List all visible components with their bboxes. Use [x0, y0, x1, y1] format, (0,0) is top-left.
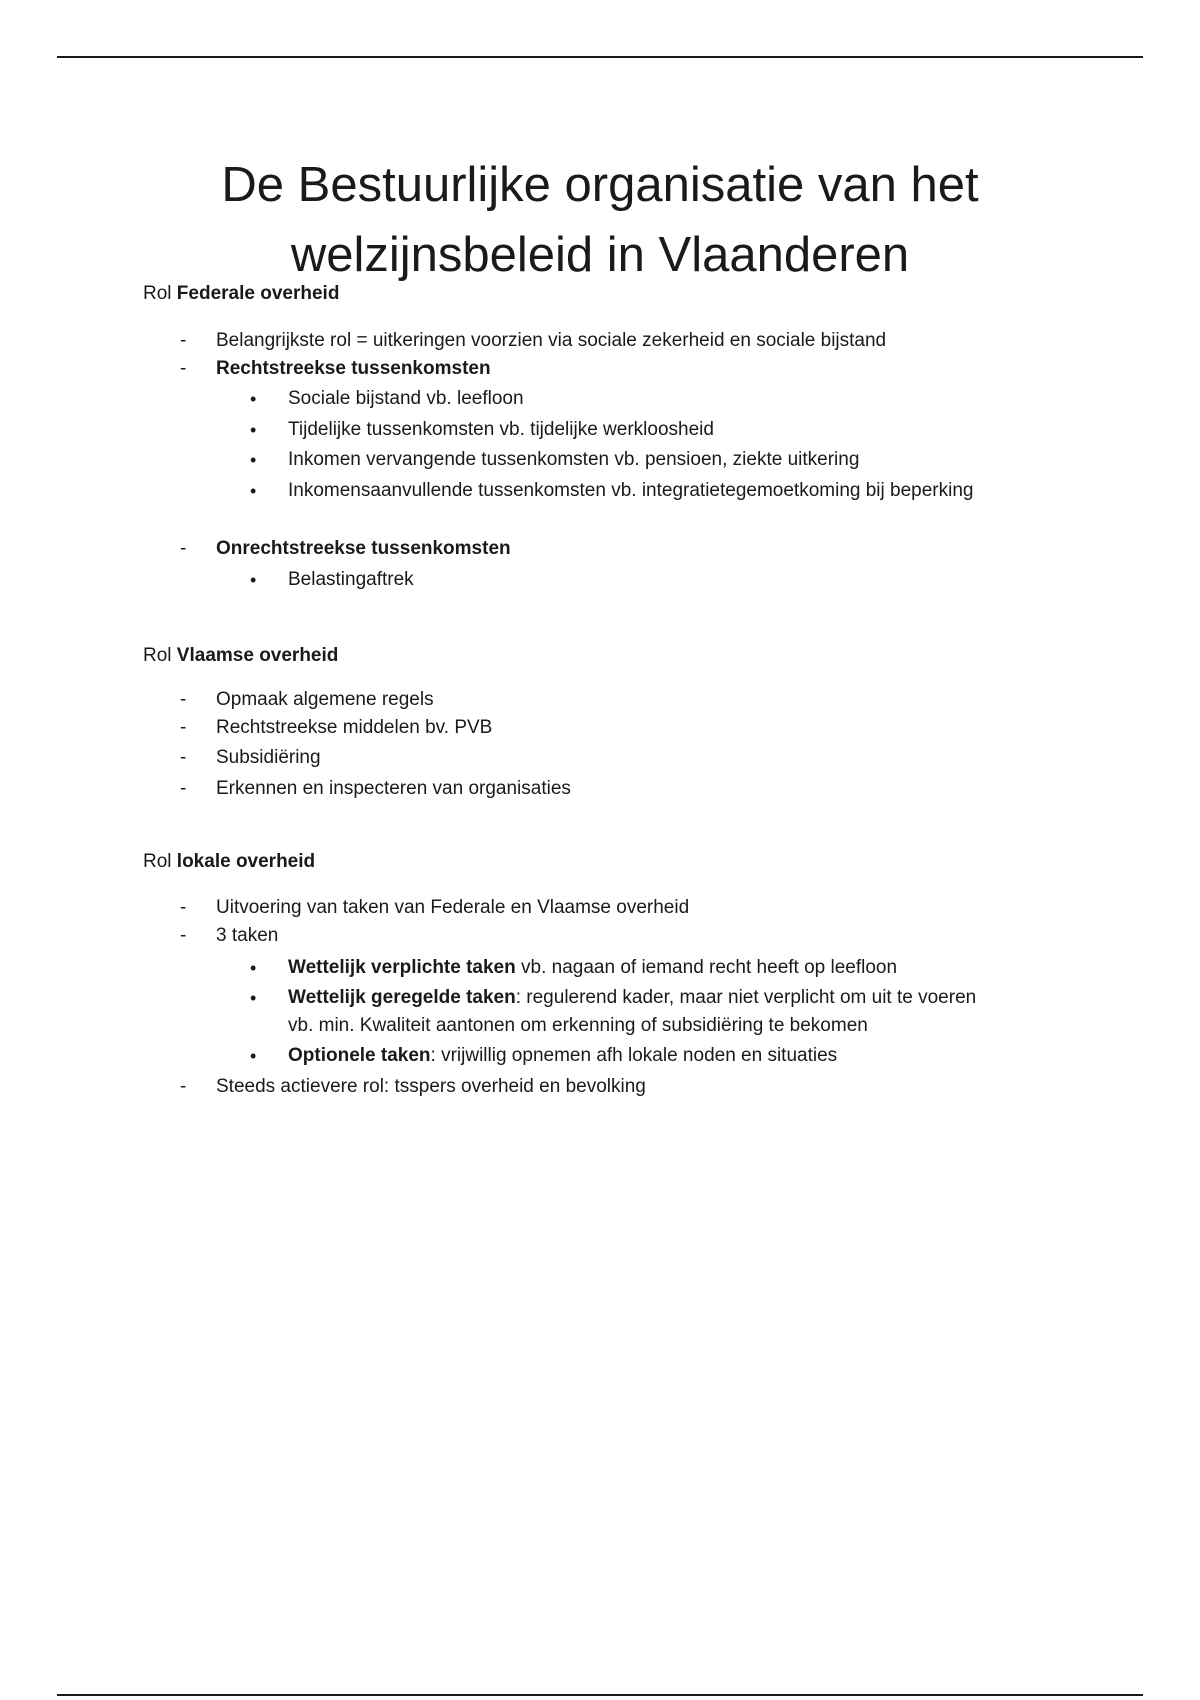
list-item: Inkomensaanvullende tussenkomsten vb. integratietegemoetkoming bij beperking	[288, 480, 974, 501]
dash-marker: -	[180, 778, 187, 799]
subheading-indirect: Onrechtstreekse tussenkomsten	[216, 538, 511, 559]
list-item: Inkomen vervangende tussenkomsten vb. pensioen, ziekte uitkering	[288, 449, 860, 470]
dash-marker: -	[180, 747, 187, 768]
list-item: Opmaak algemene regels	[216, 689, 434, 710]
list-item: Sociale bijstand vb. leefloon	[288, 388, 524, 409]
list-item: Steeds actievere rol: tsspers overheid en bevolking	[216, 1076, 646, 1097]
heading-federal: Rol Federale overheid	[143, 283, 340, 304]
bottom-rule	[57, 1694, 1143, 1696]
bullet-marker: •	[250, 958, 257, 978]
page-title	[120, 150, 1080, 290]
list-item: Subsidiëring	[216, 747, 321, 768]
top-rule	[57, 56, 1143, 58]
dash-marker: -	[180, 358, 187, 379]
heading-local: Rol lokale overheid	[143, 851, 316, 872]
bullet-marker: •	[250, 988, 257, 1008]
list-item: Wettelijk verplichte taken vb. nagaan of iemand recht heeft op leefloon	[288, 957, 898, 978]
list-item: Tijdelijke tussenkomsten vb. tijdelijke werkloosheid	[288, 419, 714, 440]
dash-marker: -	[180, 689, 187, 710]
bullet-marker: •	[250, 450, 257, 470]
dash-marker: -	[180, 1076, 187, 1097]
list-item: Wettelijk geregelde taken: regulerend kader, maar niet verplicht om uit te voeren	[288, 987, 977, 1008]
bullet-marker: •	[250, 389, 257, 409]
list-item: 3 taken	[216, 925, 279, 946]
dash-marker: -	[180, 330, 187, 351]
bullet-marker: •	[250, 1046, 257, 1066]
dash-marker: -	[180, 897, 187, 918]
list-item: Uitvoering van taken van Federale en Vlaamse overheid	[216, 897, 690, 918]
dash-marker: -	[180, 925, 187, 946]
subheading-direct: Rechtstreekse tussenkomsten	[216, 358, 491, 379]
bullet-marker: •	[250, 481, 257, 501]
dash-marker: -	[180, 717, 187, 738]
list-item: Rechtstreekse middelen bv. PVB	[216, 717, 493, 738]
list-item: Belastingaftrek	[288, 569, 414, 590]
list-item: Erkennen en inspecteren van organisaties	[216, 778, 571, 799]
dash-marker: -	[180, 538, 187, 559]
bullet-marker: •	[250, 420, 257, 440]
heading-flemish: Rol Vlaamse overheid	[143, 645, 339, 666]
title-line-1: De Bestuurlijke organisatie van het	[221, 158, 979, 212]
list-item-continuation: vb. min. Kwaliteit aantonen om erkenning of subsidiëring te bekomen	[288, 1015, 868, 1036]
title-line-2: welzijnsbeleid in Vlaanderen	[290, 228, 910, 282]
bullet-marker: •	[250, 570, 257, 590]
list-item: Optionele taken: vrijwillig opnemen afh lokale noden en situaties	[288, 1045, 838, 1066]
list-item: Belangrijkste rol = uitkeringen voorzien via sociale zekerheid en sociale bijstand	[216, 330, 887, 351]
